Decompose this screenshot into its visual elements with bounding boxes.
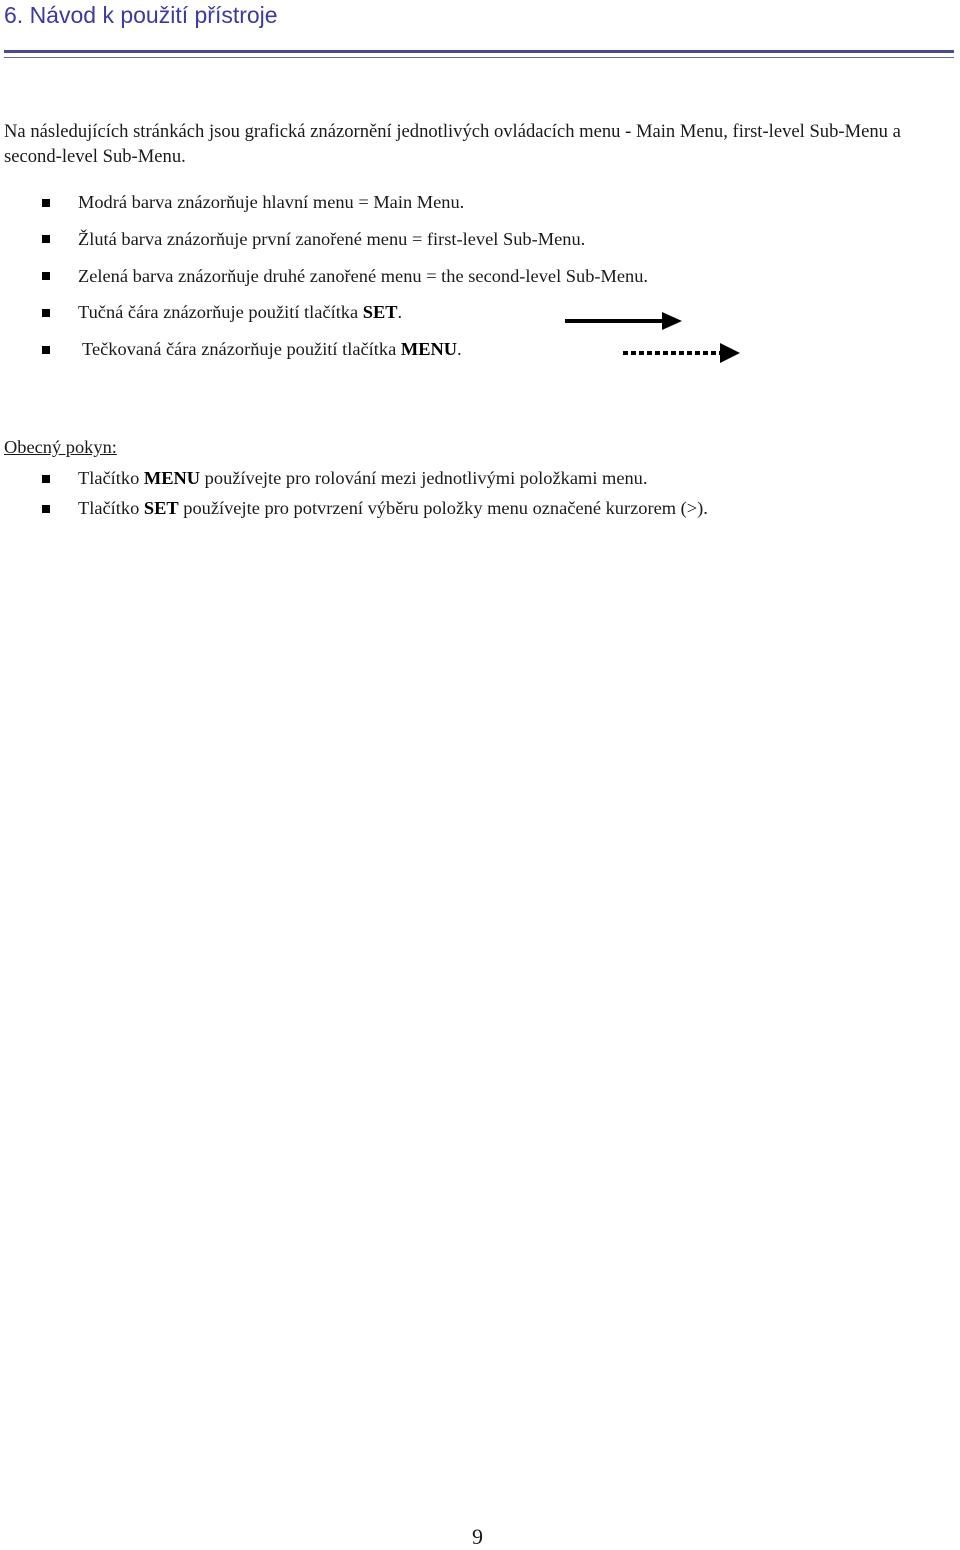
set-keyword: SET xyxy=(143,498,179,518)
general-heading: Obecný pokyn: xyxy=(4,437,117,457)
bullet-marker xyxy=(42,235,50,243)
legend-item-menu-text: Tečkovaná čára znázorňuje použití tlačítka xyxy=(82,339,401,359)
title-rule xyxy=(4,50,954,53)
intro-paragraph: Na následujících stránkách jsou grafická znázornění jednotlivých ovládacích menu - Main Menu, first-level Sub-Menu a second-level Sub-Menu. xyxy=(4,121,901,167)
legend-item-set-suffix: . xyxy=(397,302,403,322)
general-item-set-text: používejte pro potvrzení výběru položky menu označené kurzorem (>). xyxy=(178,498,708,518)
legend-item-green: Zelená barva znázorňuje druhé zanořené menu = the second-level Sub-Menu. xyxy=(78,266,649,286)
legend-item-yellow: Žlutá barva znázorňuje první zanořené menu = first-level Sub-Menu. xyxy=(78,229,586,249)
general-item-set xyxy=(78,498,708,519)
bullet-marker xyxy=(42,505,50,513)
bullet-marker xyxy=(42,199,50,207)
bullet-marker xyxy=(42,309,50,317)
bullet-marker xyxy=(42,346,50,354)
legend-item-menu-suffix: . xyxy=(457,339,462,359)
legend-item-blue: Modrá barva znázorňuje hlavní menu = Main Menu. xyxy=(78,192,465,212)
general-item-menu-prefix: Tlačítko xyxy=(78,468,144,488)
menu-keyword: MENU xyxy=(143,468,201,488)
legend-item-set-text: Tučná čára znázorňuje použití tlačítka xyxy=(78,302,363,322)
set-keyword: SET xyxy=(362,302,398,322)
general-item-set-prefix: Tlačítko xyxy=(78,498,144,518)
bullet-marker xyxy=(42,272,50,280)
legend-item-menu xyxy=(82,339,462,360)
solid-arrow-icon xyxy=(564,310,684,332)
title-rule-thin xyxy=(4,57,954,58)
page-title: 6. Návod k použití přístroje xyxy=(4,2,278,28)
bullet-marker xyxy=(42,475,50,483)
dotted-arrow-icon xyxy=(622,341,742,365)
general-item-menu xyxy=(78,468,647,489)
page-number: 9 xyxy=(472,1524,483,1549)
general-item-menu-text: používejte pro rolování mezi jednotlivými položkami menu. xyxy=(200,468,648,488)
legend-item-set xyxy=(78,302,402,323)
menu-keyword: MENU xyxy=(400,339,458,359)
